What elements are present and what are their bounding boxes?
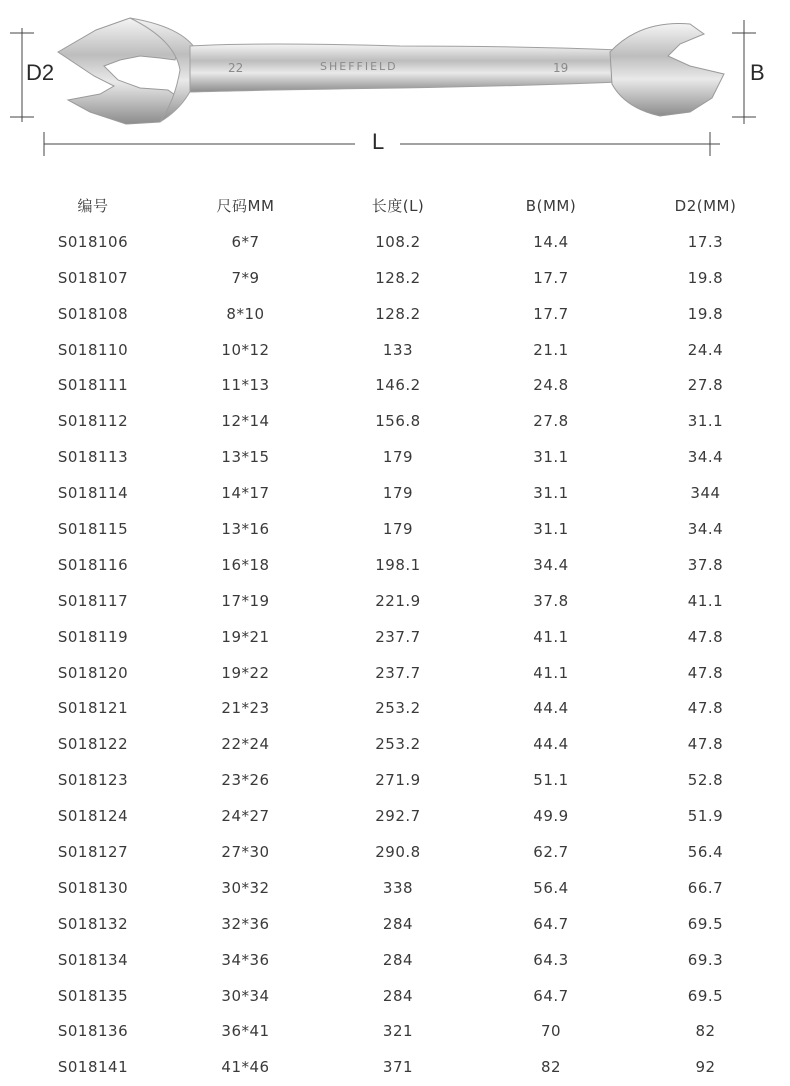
cell-length: 108.2 bbox=[375, 232, 421, 251]
cell-b: 37.8 bbox=[533, 591, 569, 610]
cell-size: 32*36 bbox=[221, 914, 270, 933]
cell-b: 82 bbox=[540, 1058, 562, 1077]
cell-d2: 69.3 bbox=[687, 950, 724, 969]
cell-b: 17.7 bbox=[533, 268, 569, 287]
cell-b: 27.8 bbox=[533, 412, 569, 431]
table-row bbox=[20, 619, 780, 655]
cell-size: 13*15 bbox=[221, 448, 270, 467]
cell-d2: 47.8 bbox=[687, 735, 724, 754]
table-row bbox=[20, 726, 780, 762]
cell-b: 51.1 bbox=[533, 771, 569, 790]
cell-length: 237.7 bbox=[375, 627, 421, 646]
cell-b: 64.3 bbox=[533, 950, 569, 969]
cell-d2: 37.8 bbox=[687, 555, 724, 574]
cell-code: S018106 bbox=[57, 232, 129, 251]
cell-b: 14.4 bbox=[533, 232, 569, 251]
table-row bbox=[20, 332, 780, 368]
cell-code: S018117 bbox=[57, 591, 129, 610]
table-row bbox=[20, 906, 780, 942]
table-row bbox=[20, 547, 780, 583]
d2-label: D2 bbox=[26, 60, 55, 85]
table-row bbox=[20, 583, 780, 619]
cell-code: S018112 bbox=[57, 412, 129, 431]
cell-d2: 69.5 bbox=[687, 986, 724, 1005]
cell-size: 30*32 bbox=[221, 878, 270, 897]
table-row bbox=[20, 224, 780, 260]
table-row bbox=[20, 762, 780, 798]
cell-b: 62.7 bbox=[533, 842, 569, 861]
cell-d2: 17.3 bbox=[687, 232, 724, 251]
cell-size: 17*19 bbox=[221, 591, 270, 610]
cell-b: 44.4 bbox=[533, 699, 569, 718]
table-row bbox=[20, 870, 780, 906]
table-row bbox=[20, 403, 780, 439]
cell-length: 146.2 bbox=[375, 376, 421, 395]
cell-d2: 51.9 bbox=[687, 807, 724, 826]
cell-length: 253.2 bbox=[375, 699, 421, 718]
cell-length: 179 bbox=[382, 484, 414, 503]
cell-code: S018116 bbox=[57, 555, 129, 574]
cell-length: 284 bbox=[382, 914, 414, 933]
cell-length: 284 bbox=[382, 986, 414, 1005]
cell-b: 21.1 bbox=[533, 340, 569, 359]
cell-length: 338 bbox=[382, 878, 414, 897]
table-row bbox=[20, 978, 780, 1014]
cell-d2: 92 bbox=[695, 1058, 716, 1077]
cell-length: 198.1 bbox=[375, 555, 421, 574]
cell-length: 371 bbox=[382, 1058, 414, 1077]
cell-code: S018134 bbox=[57, 950, 129, 969]
cell-d2: 24.4 bbox=[687, 340, 724, 359]
header-d2: D2(MM) bbox=[674, 196, 737, 215]
cell-d2: 27.8 bbox=[687, 376, 724, 395]
cell-size: 30*34 bbox=[221, 986, 270, 1005]
spec-table bbox=[20, 188, 780, 1085]
table-row bbox=[20, 1013, 780, 1049]
cell-code: S018135 bbox=[57, 986, 129, 1005]
cell-d2: 82 bbox=[695, 1022, 716, 1041]
cell-length: 290.8 bbox=[375, 842, 421, 861]
cell-size: 34*36 bbox=[221, 950, 270, 969]
b-label: B bbox=[750, 60, 765, 85]
right-head-body bbox=[610, 24, 724, 116]
cell-b: 41.1 bbox=[533, 663, 569, 682]
table-row bbox=[20, 834, 780, 870]
cell-b: 34.4 bbox=[533, 555, 569, 574]
cell-b: 44.4 bbox=[533, 735, 569, 754]
header-code: 编号 bbox=[77, 197, 109, 216]
cell-code: S018127 bbox=[57, 842, 129, 861]
cell-length: 179 bbox=[382, 519, 414, 538]
cell-size: 22*24 bbox=[221, 735, 270, 754]
cell-b: 41.1 bbox=[533, 627, 569, 646]
cell-b: 64.7 bbox=[533, 986, 569, 1005]
cell-size: 24*27 bbox=[221, 807, 270, 826]
cell-d2: 344 bbox=[690, 484, 721, 503]
stamp-brand: SHEFFIELD bbox=[320, 60, 398, 73]
cell-length: 156.8 bbox=[375, 412, 421, 431]
cell-b: 49.9 bbox=[533, 807, 569, 826]
cell-code: S018110 bbox=[57, 340, 129, 359]
table-row bbox=[20, 511, 780, 547]
cell-d2: 56.4 bbox=[687, 842, 724, 861]
cell-d2: 47.8 bbox=[687, 627, 724, 646]
cell-b: 17.7 bbox=[533, 304, 569, 323]
cell-length: 292.7 bbox=[375, 807, 421, 826]
cell-b: 31.1 bbox=[533, 448, 569, 467]
cell-code: S018111 bbox=[57, 376, 129, 395]
table-row bbox=[20, 1049, 780, 1085]
cell-size: 12*14 bbox=[221, 412, 270, 431]
cell-d2: 34.4 bbox=[687, 519, 724, 538]
table-header-row bbox=[20, 188, 780, 224]
table-row bbox=[20, 475, 780, 511]
cell-size: 41*46 bbox=[221, 1058, 270, 1077]
table-row bbox=[20, 367, 780, 403]
cell-d2: 69.5 bbox=[687, 914, 724, 933]
cell-code: S018121 bbox=[57, 699, 129, 718]
cell-size: 16*18 bbox=[221, 555, 270, 574]
table-row bbox=[20, 690, 780, 726]
cell-length: 253.2 bbox=[375, 735, 421, 754]
table-row bbox=[20, 296, 780, 332]
cell-b: 31.1 bbox=[533, 484, 569, 503]
cell-size: 36*41 bbox=[221, 1022, 270, 1041]
cell-b: 64.7 bbox=[533, 914, 569, 933]
cell-size: 21*23 bbox=[221, 699, 270, 718]
cell-b: 56.4 bbox=[533, 878, 569, 897]
cell-d2: 19.8 bbox=[687, 268, 724, 287]
cell-code: S018108 bbox=[57, 304, 129, 323]
cell-size: 19*22 bbox=[221, 663, 270, 682]
cell-code: S018132 bbox=[57, 914, 129, 933]
cell-b: 31.1 bbox=[533, 519, 569, 538]
cell-d2: 66.7 bbox=[687, 878, 724, 897]
cell-size: 6*7 bbox=[231, 232, 260, 251]
header-b: B(MM) bbox=[525, 196, 577, 215]
l-label: L bbox=[372, 129, 385, 154]
table-row bbox=[20, 260, 780, 296]
cell-length: 237.7 bbox=[375, 663, 421, 682]
cell-code: S018141 bbox=[57, 1058, 129, 1077]
cell-size: 10*12 bbox=[221, 340, 270, 359]
table-row bbox=[20, 942, 780, 978]
cell-length: 179 bbox=[382, 448, 414, 467]
wrench-illustration bbox=[0, 0, 790, 170]
stamp-right-size: 19 bbox=[553, 61, 569, 75]
cell-code: S018120 bbox=[57, 663, 129, 682]
cell-d2: 47.8 bbox=[687, 663, 724, 682]
table-row bbox=[20, 439, 780, 475]
cell-b: 24.8 bbox=[533, 376, 569, 395]
cell-length: 321 bbox=[382, 1022, 414, 1041]
cell-d2: 19.8 bbox=[687, 304, 724, 323]
cell-d2: 47.8 bbox=[687, 699, 724, 718]
cell-code: S018113 bbox=[57, 448, 129, 467]
cell-code: S018136 bbox=[57, 1022, 129, 1041]
cell-length: 133 bbox=[382, 340, 414, 359]
cell-d2: 34.4 bbox=[687, 448, 724, 467]
cell-code: S018124 bbox=[57, 807, 129, 826]
table-row bbox=[20, 655, 780, 691]
cell-size: 27*30 bbox=[221, 842, 270, 861]
cell-size: 14*17 bbox=[221, 484, 270, 503]
cell-code: S018107 bbox=[57, 268, 129, 287]
cell-code: S018122 bbox=[57, 735, 129, 754]
cell-length: 271.9 bbox=[375, 771, 421, 790]
cell-size: 11*13 bbox=[221, 376, 270, 395]
cell-d2: 31.1 bbox=[687, 412, 724, 431]
cell-size: 23*26 bbox=[221, 771, 270, 790]
cell-d2: 41.1 bbox=[687, 591, 724, 610]
cell-code: S018123 bbox=[57, 771, 129, 790]
cell-length: 128.2 bbox=[375, 304, 421, 323]
cell-code: S018119 bbox=[57, 627, 129, 646]
cell-size: 8*10 bbox=[226, 304, 265, 323]
cell-length: 128.2 bbox=[375, 268, 421, 287]
table-row bbox=[20, 798, 780, 834]
header-length: 长度(L) bbox=[371, 197, 425, 216]
cell-length: 284 bbox=[382, 950, 414, 969]
cell-size: 7*9 bbox=[231, 268, 260, 287]
cell-size: 19*21 bbox=[221, 627, 270, 646]
cell-code: S018114 bbox=[57, 484, 129, 503]
header-size: 尺码MM bbox=[216, 197, 275, 216]
cell-size: 13*16 bbox=[221, 519, 270, 538]
cell-length: 221.9 bbox=[375, 591, 421, 610]
cell-code: S018130 bbox=[57, 878, 129, 897]
wrench-diagram bbox=[0, 0, 790, 170]
cell-d2: 52.8 bbox=[687, 771, 724, 790]
cell-b: 70 bbox=[540, 1022, 562, 1041]
cell-code: S018115 bbox=[57, 519, 129, 538]
stamp-left-size: 22 bbox=[228, 61, 244, 75]
